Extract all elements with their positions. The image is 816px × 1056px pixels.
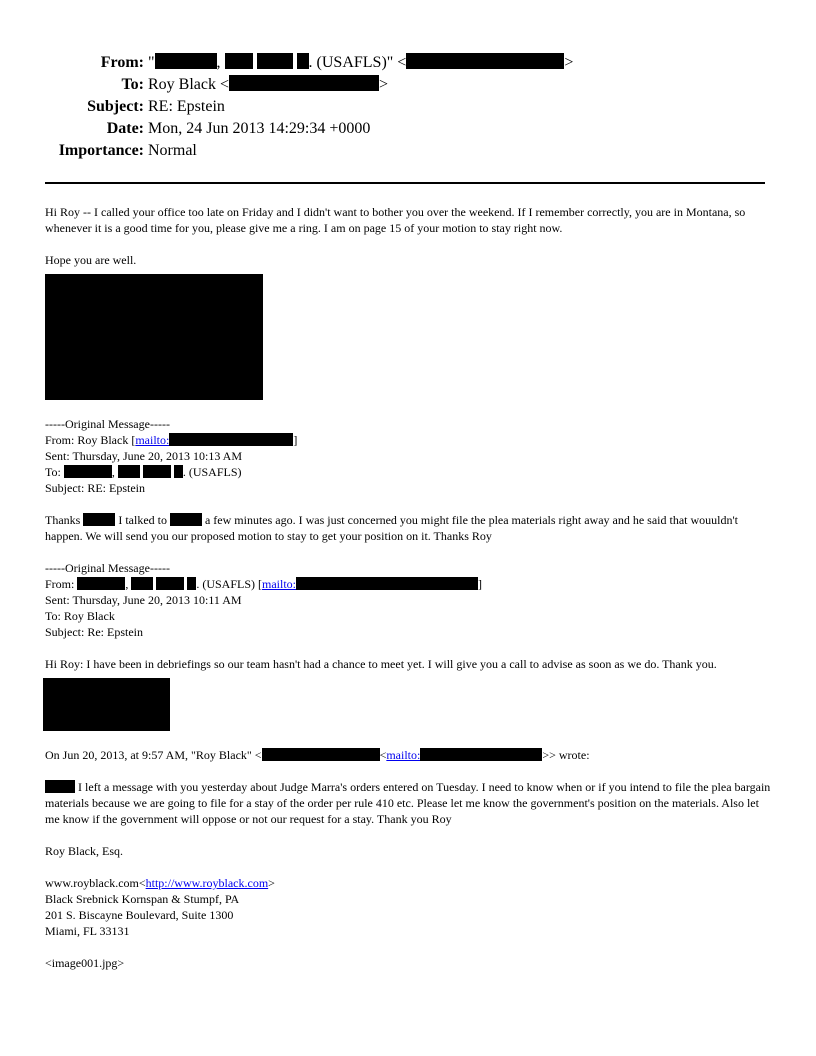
signature-website: www.royblack.com<http://www.royblack.com>	[45, 876, 275, 890]
subject-value: RE: Epstein	[148, 98, 225, 115]
from-row	[0, 52, 816, 74]
orig2-sent: Sent: Thursday, June 20, 2013 10:11 AM	[45, 593, 242, 607]
header-divider	[45, 182, 765, 184]
signature-name: Roy Black, Esq.	[45, 844, 123, 858]
date-value: Mon, 24 Jun 2013 14:29:34 +0000	[148, 120, 371, 137]
redaction	[170, 513, 202, 526]
redaction	[83, 513, 115, 526]
importance-label: Importance:	[58, 142, 144, 159]
redaction	[420, 748, 542, 761]
redaction	[155, 53, 217, 69]
email-body	[45, 204, 773, 971]
redaction	[131, 577, 153, 590]
redaction	[156, 577, 184, 590]
redaction	[118, 465, 140, 478]
website-link[interactable]: http://www.royblack.com	[145, 876, 269, 890]
redaction	[77, 577, 125, 590]
mailto-link[interactable]: mailto:	[386, 748, 421, 762]
orig1-text: Thanks I talked to a few minutes ago. I was just concerned you might file the plea materials right away and he said that wouuldn't happen. We will send you our proposed motion to stay to get your position on it. Thanks Roy	[45, 513, 738, 543]
orig2-to: To: Roy Black	[45, 609, 115, 623]
original-message-separator: -----Original Message-----	[45, 417, 170, 431]
redacted-signature-block	[45, 274, 263, 400]
redaction	[229, 75, 379, 91]
original-message-separator: -----Original Message-----	[45, 561, 170, 575]
to-label: To:	[121, 76, 144, 93]
attachment-name: <image001.jpg>	[45, 956, 125, 970]
redacted-signature-block	[43, 678, 170, 731]
orig2-subject: Subject: Re: Epstein	[45, 625, 143, 639]
body-paragraph: Hi Roy -- I called your office too late on Friday and I didn't want to bother you over the weekend. If I remember correctly, you are in Montana, so whenever it is a good time for you, please give me a ring. I am on page 15 of your motion to stay right now.	[45, 205, 746, 235]
body-paragraph: Hope you are well.	[45, 253, 137, 267]
importance-row	[0, 140, 816, 162]
to-value: Roy Black < >	[148, 76, 389, 93]
redaction	[406, 53, 564, 69]
redaction	[143, 465, 171, 478]
quote-header: On Jun 20, 2013, at 9:57 AM, "Roy Black" < <mailto: >> wrote:	[45, 748, 590, 762]
signature-address: 201 S. Biscayne Boulevard, Suite 1300	[45, 908, 234, 922]
importance-value: Normal	[148, 142, 197, 159]
date-row	[0, 118, 816, 140]
from-value: " , . (USAFLS)" < >	[148, 54, 574, 71]
to-row	[0, 74, 816, 96]
redaction	[296, 577, 478, 590]
orig2-text: Hi Roy: I have been in debriefings so our team hasn't had a chance to meet yet. I will give you a call to advise as soon as we do. Thank you.	[45, 657, 717, 671]
mailto-link[interactable]: mailto:	[135, 433, 170, 447]
orig1-to: To: , . (USAFLS)	[45, 465, 242, 479]
orig1-sent: Sent: Thursday, June 20, 2013 10:13 AM	[45, 449, 242, 463]
redaction	[257, 53, 293, 69]
quote-text: I left a message with you yesterday about Judge Marra's orders entered on Tuesday. I need to know when or if you intend to file the plea bargain materials because we are going to file for a stay of the order per rule 410 etc. Please let me know the government's position on the materials. Also let me know if the government will oppose or not our request for a stay. Thank you Roy	[45, 780, 771, 826]
redaction	[297, 53, 309, 69]
signature-firm: Black Srebnick Kornspan & Stumpf, PA	[45, 892, 240, 906]
redaction	[187, 577, 196, 590]
orig1-subject: Subject: RE: Epstein	[45, 481, 145, 495]
signature-city: Miami, FL 33131	[45, 924, 130, 938]
orig2-from: From: , . (USAFLS) [mailto: ]	[45, 577, 483, 591]
from-label: From:	[100, 54, 144, 71]
orig1-from: From: Roy Black [mailto: ]	[45, 433, 298, 447]
email-header	[0, 52, 816, 162]
redaction	[262, 748, 380, 761]
mailto-link[interactable]: mailto:	[262, 577, 297, 591]
redaction	[174, 465, 183, 478]
date-label: Date:	[106, 120, 144, 137]
subject-label: Subject:	[87, 98, 144, 115]
redaction	[45, 780, 75, 793]
redaction	[225, 53, 253, 69]
subject-row	[0, 96, 816, 118]
redaction	[64, 465, 112, 478]
redaction	[169, 433, 293, 446]
